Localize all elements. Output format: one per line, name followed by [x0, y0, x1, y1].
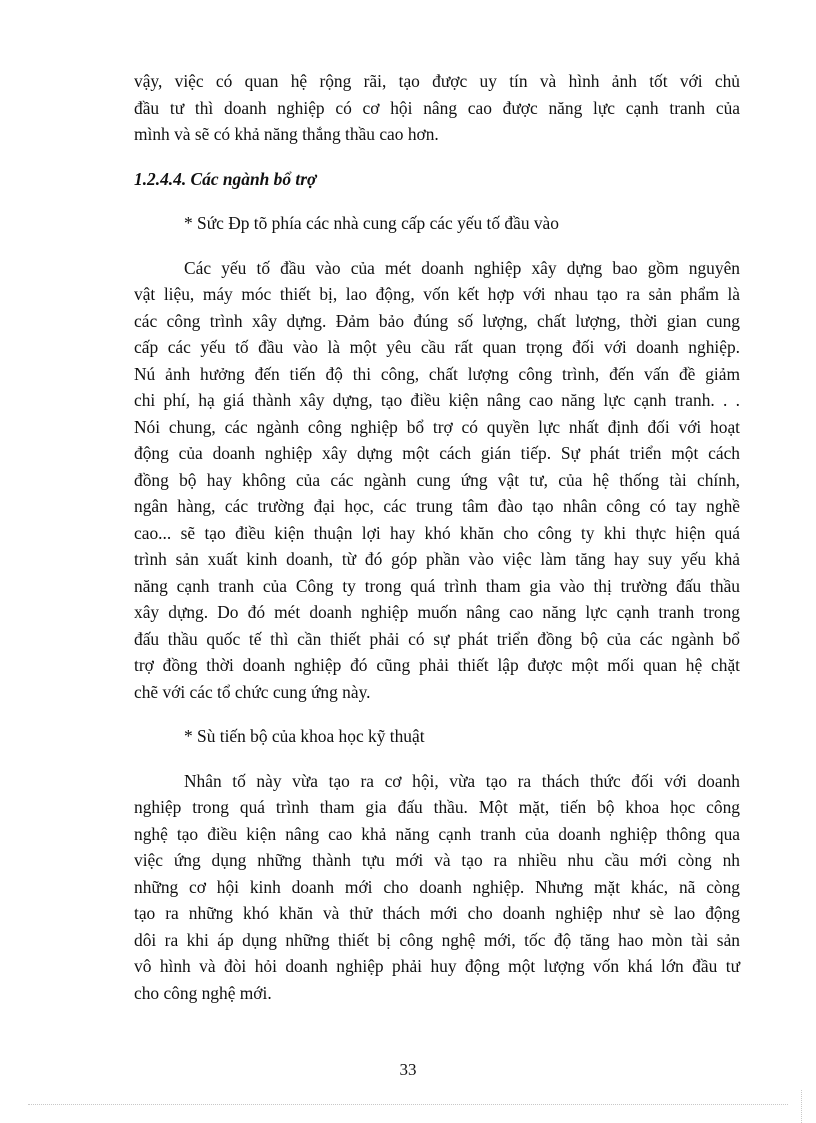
- footer-divider: [28, 1104, 788, 1105]
- text-line: trình sản xuất kinh doanh, từ đó góp phần vào việc làm tăng hay suy yếu khả: [134, 549, 740, 569]
- text-line: đồng bộ hay không của các ngành cung ứng vật tư, của hệ thống tài chính,: [134, 469, 740, 490]
- text-line: cấp các yếu tố đầu vào là một yêu cầu rất quan trọng đối với doanh nghiệp.: [134, 337, 740, 357]
- text-line: vô hình và đòi hỏi doanh nghiệp phải huy động một lượng vốn khá lớn đầu tư: [134, 956, 740, 976]
- subheading-technology: * Sù tiến bộ của khoa học kỹ thuật: [184, 726, 425, 746]
- text-line: việc ứng dụng những thành tựu mới và tạo ra nhiều nhu cầu mới còng nh: [134, 850, 740, 870]
- text-line: vậy, việc có quan hệ rộng rãi, tạo được uy tín và hình ảnh tốt với chủ: [134, 71, 740, 91]
- text-line: đấu thầu quốc tế thì cần thiết phải có sự phát triển đồng bộ của các ngành bổ: [134, 628, 740, 649]
- page-edge-divider: [801, 1090, 802, 1123]
- text-line: chẽ với các tổ chức cung ứng này.: [134, 681, 371, 702]
- text-line: tạo ra những khó khăn và thử thách mới cho doanh nghiệp như sè lao động: [134, 903, 740, 923]
- section-heading: 1.2.4.4. Các ngành bổ trợ: [134, 168, 317, 189]
- spacer: [134, 148, 740, 166]
- spacer: [134, 192, 740, 210]
- text-line: Nú ảnh hưởng đến tiến độ thi công, chất lượng công trình, đến vấn đề giảm: [134, 363, 740, 384]
- text-line: ngân hàng, các trường đại học, các trung tâm đào tạo nhân công có tay nghề: [134, 496, 740, 516]
- text-line: vật liệu, máy móc thiết bị, lao động, vốn kết hợp với nhau tạo ra sản phẩm là: [134, 284, 740, 304]
- text-line: động của doanh nghiệp xây dựng một cách gián tiếp. Sự phát triển một cách: [134, 443, 740, 463]
- spacer: [134, 750, 740, 768]
- paragraph-technology: [134, 768, 740, 1007]
- text-line: năng cạnh tranh của Công ty trong quá trình tham gia vào thị trường đấu thầu: [134, 575, 740, 596]
- text-line: chi phí, hạ giá thành xây dựng, tạo điều kiện nâng cao năng lực cạnh tranh. . .: [134, 390, 740, 410]
- text-line: Các yếu tố đầu vào của mét doanh nghiệp xây dựng bao gồm nguyên: [184, 257, 740, 278]
- text-line: các công trình xây dựng. Đảm bảo đúng số lượng, chất lượng, thời gian cung: [134, 310, 740, 331]
- paragraph-supporting-industries: [134, 255, 740, 706]
- text-line: mình và sẽ có khả năng thắng thầu cao hơn.: [134, 124, 439, 144]
- text-line: cho công nghệ mới.: [134, 982, 272, 1003]
- subheading-input-factors: * Sức Ðp tõ phía các nhà cung cấp các yếu tố đầu vào: [184, 213, 559, 233]
- page-number: 33: [399, 1060, 417, 1079]
- spacer: [134, 237, 740, 255]
- text-line: nghiệp trong quá trình tham gia đấu thầu. Một mặt, tiến bộ khoa học công: [134, 797, 740, 817]
- text-line: cao... sẽ tạo điều kiện thuận lợi hay khó khăn cho công ty khi thực hiện quá: [134, 522, 740, 543]
- text-column: [134, 68, 740, 1006]
- text-line: đầu tư thì doanh nghiệp có cơ hội nâng cao được năng lực cạnh tranh của: [134, 97, 740, 118]
- text-line: những cơ hội kinh doanh mới cho doanh nghiệp. Nhưng mặt khác, nã còng: [134, 876, 740, 897]
- text-line: xây dựng. Do đó mét doanh nghiệp muốn nâng cao năng lực cạnh tranh trong: [134, 602, 740, 622]
- intro-paragraph: [134, 68, 740, 148]
- text-line: Nhân tố này vừa tạo ra cơ hội, vừa tạo ra thách thức đối với doanh: [184, 770, 740, 791]
- text-line: trợ đồng thời doanh nghiệp đó cũng phải thiết lập được một mối quan hệ chặt: [134, 655, 740, 675]
- text-line: nghệ tạo điều kiện nâng cao khả năng cạnh tranh của doanh nghiệp thông qua: [134, 823, 740, 844]
- text-line: Nói chung, các ngành công nghiệp bổ trợ có quyền lực nhất định đối với hoạt: [134, 416, 740, 437]
- spacer: [134, 705, 740, 723]
- text-line: dôi ra khi áp dụng những thiết bị công nghệ mới, tốc độ tăng hao mòn tài sản: [134, 929, 740, 950]
